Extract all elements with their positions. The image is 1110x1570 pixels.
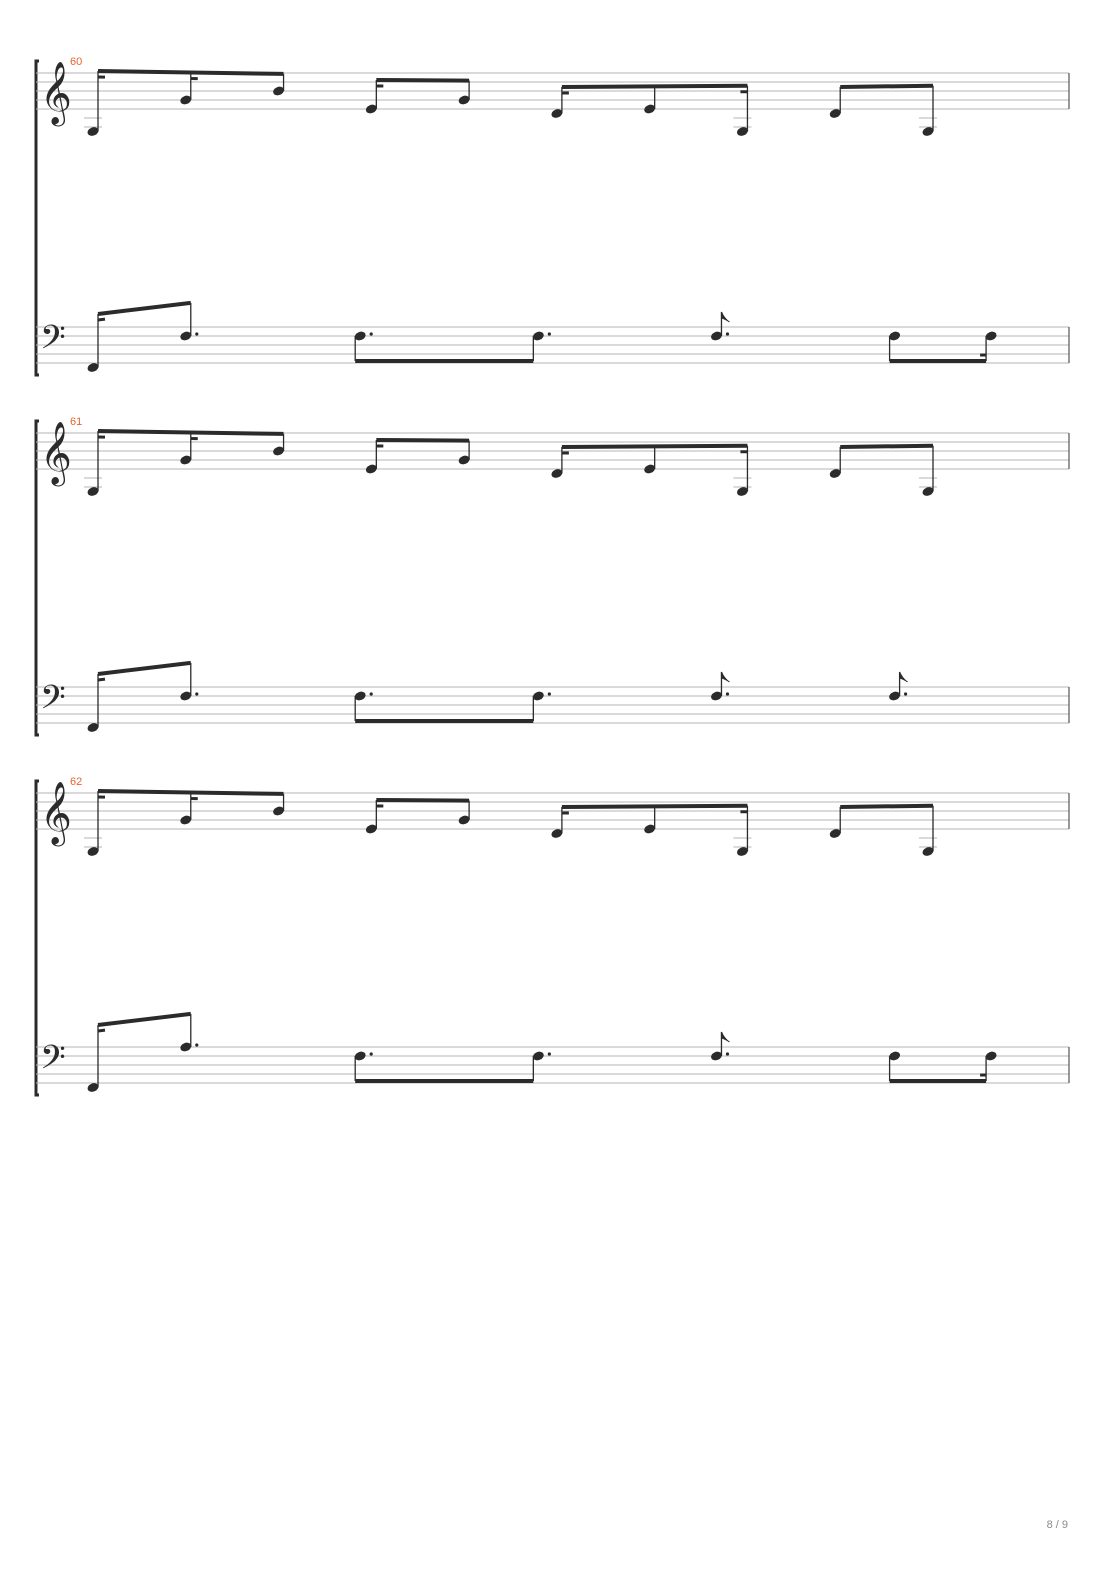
augmentation-dot	[726, 1052, 729, 1055]
treble-beam-group	[365, 80, 471, 115]
measure-number: 60	[70, 56, 83, 68]
beam	[376, 80, 469, 81]
bass-beam-group	[353, 690, 550, 721]
note-flag	[721, 312, 729, 322]
beam	[840, 806, 933, 807]
beam	[562, 806, 748, 807]
bass-beam-group	[888, 330, 998, 361]
treble-beam-group	[84, 791, 285, 857]
augmentation-dot	[195, 1043, 198, 1046]
bass-beam-group	[86, 1014, 198, 1094]
note-flag	[721, 1032, 729, 1042]
augmentation-dot	[548, 332, 551, 335]
beam	[98, 663, 191, 674]
augmentation-dot	[726, 332, 729, 335]
beam	[840, 86, 933, 87]
treble-clef-icon: 𝄞	[40, 61, 72, 124]
treble-beam-group	[365, 800, 471, 835]
bass-beam-group	[353, 1050, 550, 1081]
measure-number: 62	[70, 776, 83, 788]
measure-number: 61	[70, 416, 83, 428]
beam	[98, 303, 191, 314]
beam	[562, 446, 748, 447]
treble-beam-group	[828, 446, 937, 498]
beam-partial	[98, 1030, 105, 1031]
beam	[840, 446, 933, 447]
treble-beam-group	[84, 71, 285, 137]
augmentation-dot	[726, 692, 729, 695]
treble-beam-group	[84, 431, 285, 497]
augmentation-dot	[195, 692, 198, 695]
bass-beam-group	[888, 1050, 998, 1081]
augmentation-dot	[370, 1052, 373, 1055]
system-62	[36, 776, 1069, 1095]
beam	[562, 86, 748, 87]
augmentation-dot	[370, 692, 373, 695]
augmentation-dot	[548, 1052, 551, 1055]
augmentation-dot	[904, 692, 907, 695]
note-flag	[900, 672, 908, 682]
system-61	[36, 416, 1069, 735]
treble-beam-group	[828, 86, 937, 138]
bass-clef-icon: 𝄢	[40, 1039, 66, 1085]
treble-beam-group	[550, 446, 751, 498]
note-flag	[721, 672, 729, 682]
beam	[376, 800, 469, 801]
treble-beam-group	[550, 86, 751, 138]
treble-clef-icon: 𝄞	[40, 421, 72, 484]
bass-clef-icon: 𝄢	[40, 319, 66, 365]
bass-beam-group	[353, 330, 550, 361]
treble-beam-group	[828, 806, 937, 858]
augmentation-dot	[370, 332, 373, 335]
augmentation-dot	[195, 332, 198, 335]
beam-partial	[98, 319, 105, 320]
page-number: 8 / 9	[1046, 1519, 1068, 1531]
beam	[98, 1014, 191, 1025]
treble-beam-group	[550, 806, 751, 858]
beam-partial	[98, 679, 105, 680]
beam	[376, 440, 469, 441]
augmentation-dot	[548, 692, 551, 695]
treble-clef-icon: 𝄞	[40, 781, 72, 844]
system-60	[36, 56, 1069, 375]
bass-clef-icon: 𝄢	[40, 679, 66, 725]
treble-beam-group	[365, 440, 471, 475]
